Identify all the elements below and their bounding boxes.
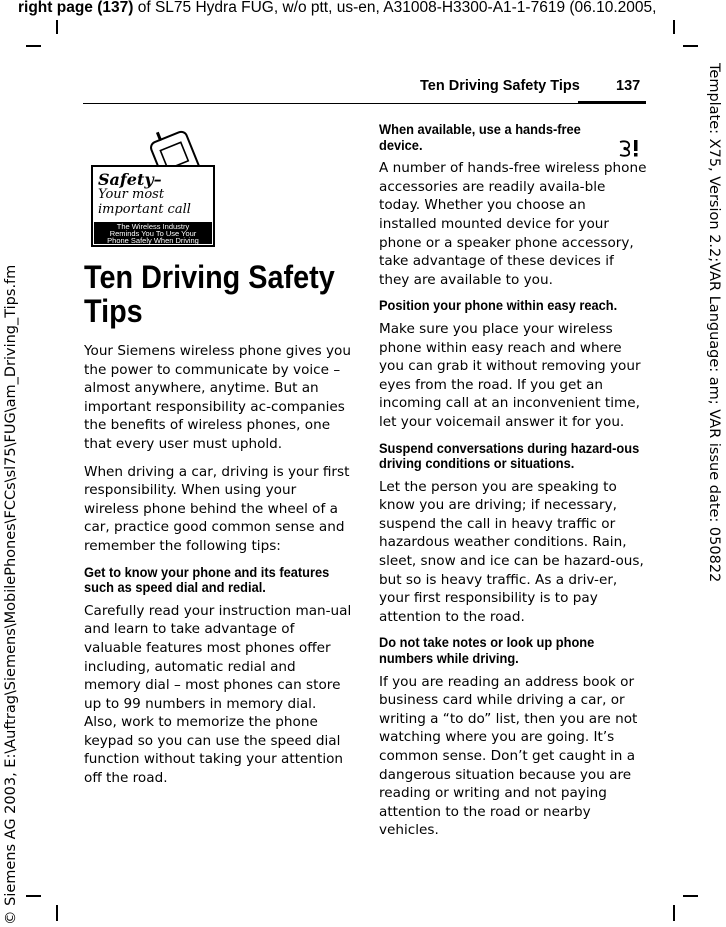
left-column (84, 260, 352, 797)
tip-heading-suspend: Suspend conversations during hazard-ous driving conditions or situations. (379, 440, 640, 472)
crop-mark (56, 905, 58, 921)
crop-mark (26, 45, 41, 47)
crop-mark (26, 895, 41, 897)
tip-text-hands-free: A number of hands-free wireless phone accessories are readily availa-ble today. Whether you choose an installed mounted device for your phone or a speaker phone accessory, take advantage of these devices if they are available to you. (379, 160, 647, 288)
running-header-title: Ten Driving Safety Tips (420, 78, 580, 94)
crop-mark (683, 45, 698, 47)
template-info-note: Template: X75, Version 2.2;VAR Language: am; VAR issue date: 050822 (706, 63, 722, 583)
intro-paragraph: Your Siemens wireless phone gives you the power to communicate by voice – almost anywhere, anytime. But an important responsibility ac-companies the benefits of wireless phones, one that every user must uphold. (84, 343, 351, 452)
page-number: 137 (616, 78, 641, 94)
tip-text-know-phone: Carefully read your instruction man-ual and learn to take advantage of valuable features most phones offer including, automatic redial and memory dial – most phones can store up to 99 numbers in memory dial. Also, work to memorize the phone keypad so you can use the speed dial function without taking your attention off the road. (84, 602, 352, 787)
crop-mark (56, 20, 58, 34)
print-page-label: right page (137) (18, 0, 134, 16)
tip-heading-know-phone: Get to know your phone and its features such as speed dial and redial. (84, 564, 330, 596)
tip-text-position-phone: Make sure you place your wireless phone within easy reach and where you can grab it without removing your eyes from the road. If you get an incoming call at an inconvenient time, let your voicemail answer it for you. (379, 320, 641, 430)
intro-paragraph-2: When driving a car, driving is your first responsibility. When using your wireless phone behind the wheel of a car, practice good common sense and remember the following tips: (84, 463, 350, 554)
crop-mark (673, 905, 675, 921)
tip-heading-position-phone: Position your phone within easy reach. (379, 298, 618, 314)
right-column (379, 122, 647, 849)
logo-text-line3: important call (98, 202, 191, 217)
tip-heading-hands-free: When available, use a hands-free device. (379, 122, 581, 153)
logo-text-line1: Safety– (98, 170, 162, 189)
logo-band-line3: Phone Safely When Driving (107, 236, 199, 245)
logo-band-line1: The Wireless Industry (116, 222, 190, 231)
header-rule (83, 103, 646, 104)
handsfree-accessory-icon (617, 138, 643, 158)
logo-text-line2: Your most (98, 187, 165, 202)
tip-heading-no-notes: Do not take notes or look up phone numbers while driving. (379, 635, 595, 667)
print-document-info: of SL75 Hydra FUG, w/o ptt, us-en, A31008-H3300-A1-1-7619 (06.10.2005, (133, 0, 657, 16)
crop-mark (683, 895, 698, 897)
page-title: Ten Driving Safety Tips (84, 259, 335, 329)
tip-text-suspend: Let the person you are speaking to know you are driving; if necessary, suspend the call in heavy traffic or hazardous weather conditions. Rain, sleet, snow and ice can be hazard-ous, but so is heavy traffic. As a driv-er, your first responsibility is to pay attention to the road. (379, 478, 644, 625)
crop-mark (673, 20, 675, 34)
logo-band-line2: Reminds You To Use Your (109, 229, 197, 238)
safety-logo (90, 122, 216, 248)
tip-text-no-notes: If you are reading an address book or business card while driving a car, or writing a “to do” list, then you are not watching where you are going. It’s common sense. Don’t get caught in a dangerous situation because you are reading or writing and not paying attention to the road or nearby vehicles. (379, 673, 638, 839)
copyright-path-note: © Siemens AG 2003, E:\Auftrag\Siemens\MobilePhones\FCCs\sl75\FUG\am_Driving_Tips.fm (3, 264, 19, 925)
print-info-line (18, 0, 656, 17)
